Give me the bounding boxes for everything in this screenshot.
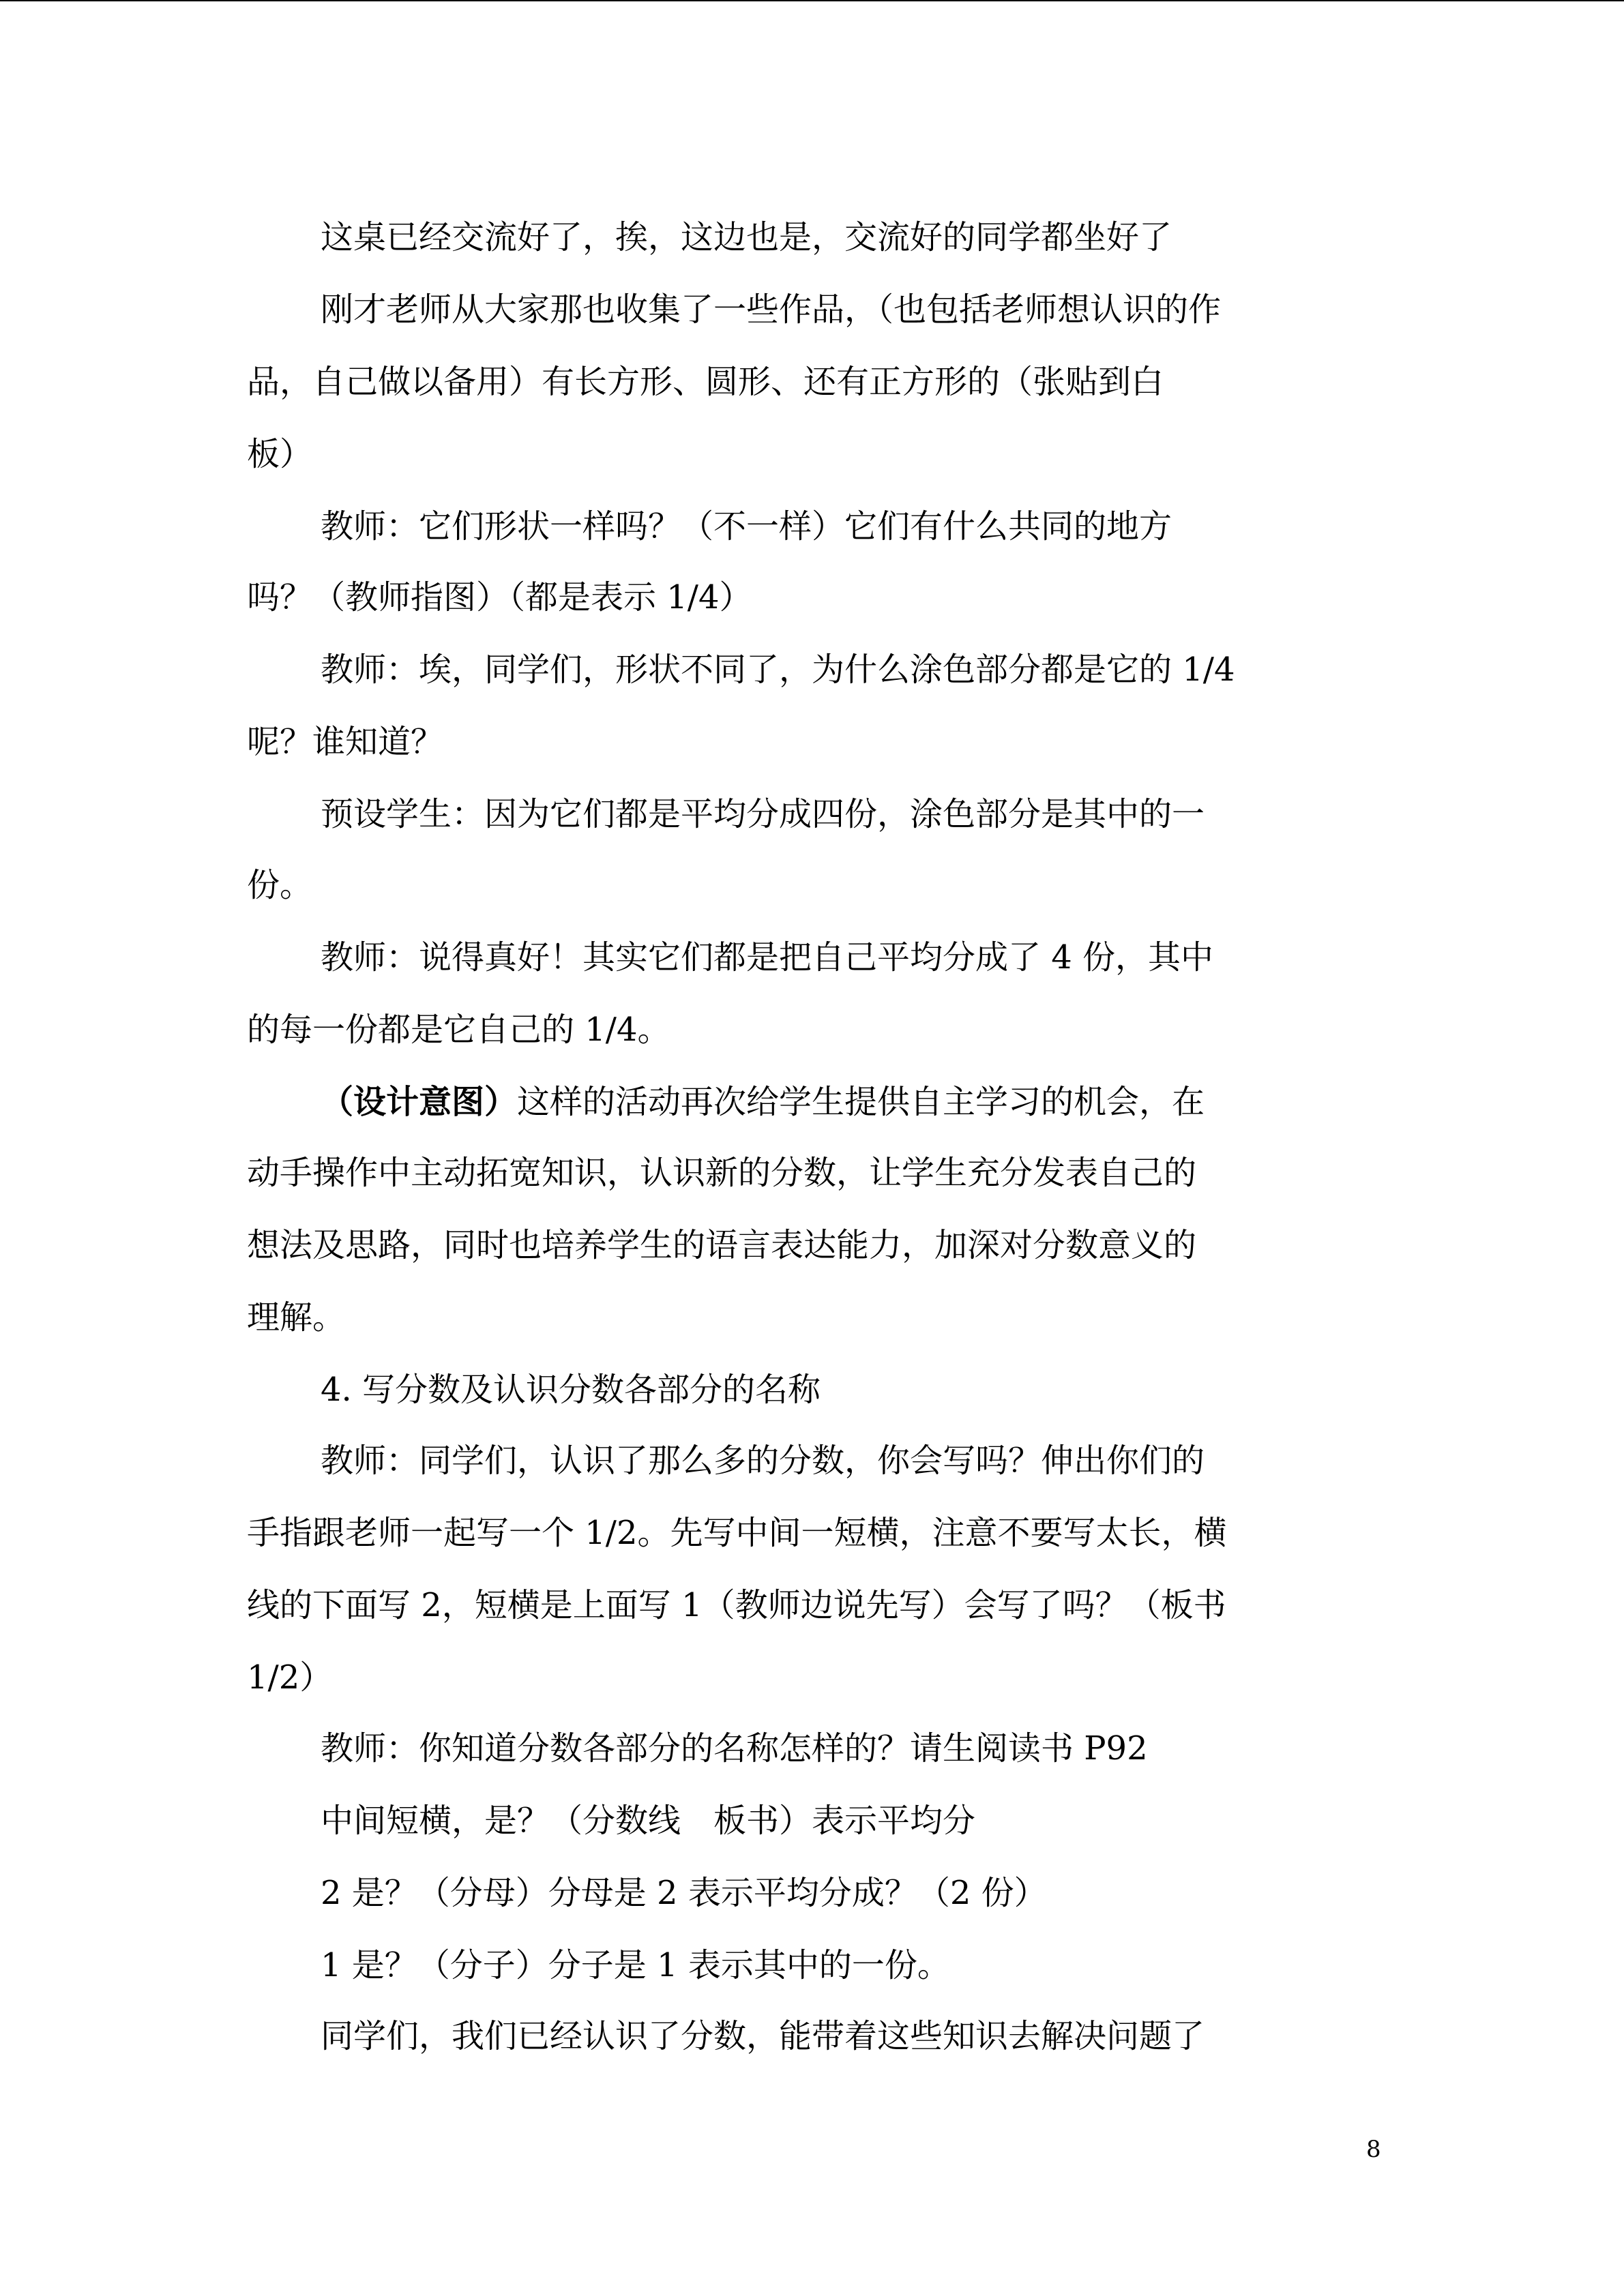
paragraph-line: 1/2） xyxy=(247,1658,333,1697)
section-heading: 4. 写分数及认识分数各部分的名称 xyxy=(321,1371,821,1409)
paragraph-line: 这桌已经交流好了，挨，这边也是，交流好的同学都坐好了 xyxy=(321,218,1172,256)
paragraph-line: 理解。 xyxy=(247,1298,346,1337)
paragraph-line: 中间短横，是？（分数线 板书）表示平均分 xyxy=(321,1802,976,1840)
paragraph-line: 线的下面写 2，短横是上面写 1（教师边说先写）会写了吗？（板书 xyxy=(247,1586,1226,1624)
paragraph-line: 刚才老师从大家那也收集了一些作品，（也包括老师想认识的作 xyxy=(321,290,1222,329)
paragraph-line: 教师：说得真好！其实它们都是把自己平均分成了 4 份，其中 xyxy=(321,938,1214,976)
design-intent-line xyxy=(321,1083,1205,1121)
paragraph-line: 吗？（教师指图）（都是表示 1/4） xyxy=(247,578,752,616)
paragraph-line: 教师：埃，同学们，形状不同了，为什么涂色部分都是它的 1/4 xyxy=(321,651,1235,689)
paragraph-line: 呢？谁知道？ xyxy=(247,723,444,761)
design-intent-label: （设计意图） xyxy=(321,1083,518,1121)
paragraph-line: 教师：你知道分数各部分的名称怎样的？请生阅读书 P92 xyxy=(321,1729,1148,1768)
page-number: 8 xyxy=(1366,2136,1381,2163)
paragraph-line: 板） xyxy=(247,435,313,473)
paragraph-line: 份。 xyxy=(247,866,313,904)
paragraph-line: 2 是？（分母）分母是 2 表示平均分成？（2 份） xyxy=(321,1874,1047,1912)
paragraph-text: 这样的活动再次给学生提供自主学习的机会，在 xyxy=(517,1083,1205,1121)
paragraph-line: 教师：同学们，认识了那么多的分数，你会写吗？伸出你们的 xyxy=(321,1442,1205,1480)
paragraph-line: 教师：它们形状一样吗？（不一样）它们有什么共同的地方 xyxy=(321,507,1172,546)
paragraph-line: 动手操作中主动拓宽知识，认识新的分数，让学生充分发表自己的 xyxy=(247,1154,1197,1192)
paragraph-line: 的每一份都是它自己的 1/4。 xyxy=(247,1011,670,1049)
paragraph-line: 品，自己做以备用）有长方形、圆形、还有正方形的（张贴到白 xyxy=(247,363,1164,401)
paragraph-line: 1 是？（分子）分子是 1 表示其中的一份。 xyxy=(321,1946,950,1984)
paragraph-line: 手指跟老师一起写一个 1/2。先写中间一短横，注意不要写太长，横 xyxy=(247,1514,1227,1552)
paragraph-line: 预设学生：因为它们都是平均分成四份，涂色部分是其中的一 xyxy=(321,795,1205,833)
paragraph-line: 同学们，我们已经认识了分数，能带着这些知识去解决问题了 xyxy=(321,2017,1205,2055)
paragraph-line: 想法及思路，同时也培养学生的语言表达能力，加深对分数意义的 xyxy=(247,1226,1197,1264)
